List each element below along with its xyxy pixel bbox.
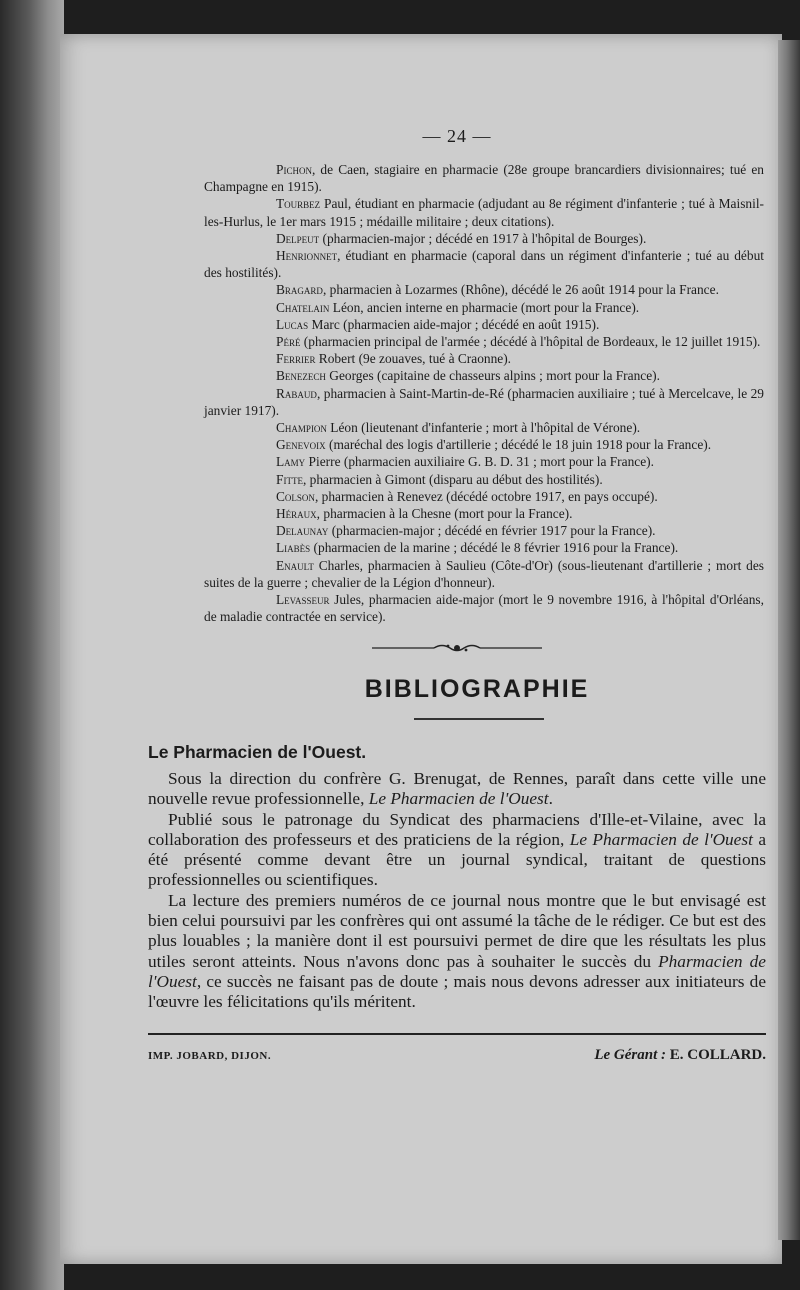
article-body [148,769,766,1013]
entry-name: Péré [276,334,301,350]
article-paragraph-1 [148,769,766,810]
entry-name: Rabaud [276,385,317,401]
entry-name: Héraux [276,506,317,522]
entry-name: Tourbez [276,196,321,212]
entry-name: Bragard [276,282,323,298]
obituary-entry [204,281,764,298]
page-content [148,126,766,1064]
journal-title-italic: Le Pharmacien de l'Ouest [569,829,753,849]
journal-title-italic: Le Pharmacien de l'Ouest [368,789,549,809]
ornament-divider-icon [148,641,766,655]
entry-name: Henrionnet [276,248,338,264]
footer-rule [148,1033,766,1035]
obituary-entry [204,591,764,625]
entry-text: , pharmacien à Lozarmes (Rhône), décédé le 26 août 1914 pour la France. [322,282,719,298]
entry-name: Levasseur [276,592,330,608]
gerant-credit [594,1047,766,1064]
entry-name: Benezech [276,368,326,384]
obituary-entry [204,333,764,350]
obituary-entry [204,419,764,436]
article-title: Le Pharmacien de l'Ouest. [148,741,367,762]
paragraph-text: La lecture des premiers numéros de ce journal nous montre que le but envisagé est bien celui poursuivi par les confrères qui ont assumé la tâche de le rédiger. Ce but est des plus louables ; la manière dont il est poursuivi permet de dire que les résultats les plus utiles seront atteints. Nous n'avons donc pas à souhaiter le succès du [148,890,766,971]
obituary-entry [204,436,764,453]
obituary-entry [204,316,764,333]
entry-text: (maréchal des logis d'artillerie ; décédé le 18 juin 1918 pour la France). [325,437,712,453]
obituary-entry [204,350,764,367]
entry-text: Léon, ancien interne en pharmacie (mort pour la France). [329,299,640,315]
entry-name: Delaunay [276,523,329,539]
obituary-entry [204,161,764,195]
article-paragraph-2 [148,810,766,891]
entry-text: , pharmacien à Saint-Martin-de-Ré (pharmacien auxiliaire ; tué à Mercelcave, le 29 janvier 1917). [204,385,764,418]
obituary-entry [204,299,764,316]
entry-text: Georges (capitaine de chasseurs alpins ; mort pour la France). [325,368,660,384]
page-edge-shadow [778,40,800,1240]
article-paragraph-3 [148,891,766,1013]
obituary-entry [204,539,764,556]
journal-title-italic: Pharmacien de l'Ouest [148,951,766,991]
entry-name: Delpeut [276,230,320,246]
obituary-entry [204,367,764,384]
entry-name: Liabès [276,540,311,556]
paragraph-text: . [548,789,553,809]
obituary-entry [204,247,764,281]
entry-name: Pichon [276,162,312,177]
entry-text: (pharmacien-major ; décédé en février 1917 pour la France). [328,523,656,539]
printer-imprint: IMP. JOBARD, DIJON. [148,1049,272,1062]
page-number: — 24 — [422,126,492,146]
entry-text: Robert (9e zouaves, tué à Craonne). [315,351,512,367]
obituary-entry [204,557,764,591]
entry-name: Genevoix [276,437,326,453]
obituary-list [148,161,766,625]
entry-text: Paul, étudiant en pharmacie (adjudant au 8e régiment d'infanterie ; tué à Maisnil-les-Hurlus, le 1er mars 1915 ; médaille militaire ; deux citations). [204,196,764,229]
paragraph-text: Sous la direction du confrère G. Brenugat, de Rennes, paraît dans cette ville une nouvelle revue professionnelle, [148,768,766,809]
obituary-entry [204,453,764,470]
page-footer [148,1047,766,1064]
entry-name: Fitte [276,471,303,487]
obituary-entry [204,230,764,247]
entry-name: Champion [276,420,327,436]
entry-name: Lucas [276,316,309,332]
entry-text: , pharmacien à Renevez (décédé octobre 1917, en pays occupé). [314,488,658,504]
entry-text: (pharmacien de la marine ; décédé le 8 février 1916 pour la France). [310,540,679,556]
obituary-entry [204,505,764,522]
entry-name: Ferrier [276,351,316,367]
entry-text: Jules, pharmacien aide-major (mort le 9 novembre 1916, à l'hôpital d'Orléans, de maladie contractée en service). [204,592,764,625]
entry-name: Lamy [276,454,306,470]
entry-text: Charles, pharmacien à Saulieu (Côte-d'Or) (sous-lieutenant d'artillerie ; mort des suites de la guerre ; chevalier de la Légion d'honneur). [204,557,764,590]
obituary-entry [204,385,764,419]
gerant-label: Le Gérant : [594,1046,666,1063]
entry-text: , pharmacien à la Chesne (mort pour la France). [316,506,573,522]
paragraph-text: Publié sous le patronage du Syndicat des pharmaciens d'Ille-et-Vilaine, avec la collaboration des professeurs et des praticiens de la région, [148,809,766,849]
entry-text: , pharmacien à Gimont (disparu au début des hostilités). [302,471,603,487]
entry-name: Enault [276,557,314,573]
entry-text: (pharmacien-major ; décédé en 1917 à l'hôpital de Bourges). [319,230,647,246]
title-underline [414,718,544,720]
book-spine-shadow [0,0,64,1290]
obituary-entry [204,488,764,505]
entry-text: , de Caen, stagiaire en pharmacie (28e groupe brancardiers divisionnaires; tué en Champagne en 1915). [204,162,764,195]
obituary-entry [204,195,764,229]
entry-name: Colson [276,488,315,504]
section-title: BIBLIOGRAPHIE [364,675,590,704]
entry-text: Pierre (pharmacien auxiliaire G. B. D. 31 ; mort pour la France). [305,454,654,470]
obituary-entry [204,522,764,539]
gerant-name: E. COLLARD. [669,1046,766,1063]
entry-text: Marc (pharmacien aide-major ; décédé en août 1915). [308,316,600,332]
entry-text: (pharmacien principal de l'armée ; décédé à l'hôpital de Bordeaux, le 12 juillet 1915). [300,334,761,350]
paragraph-text: , ce succès ne faisant pas de doute ; mais nous devons adresser aux initiateurs de l'œuvre les félicitations qu'ils méritent. [148,971,766,1012]
paragraph-text: a été présenté comme devant être un journal syndical, traitant de questions professionnelles ou scientifiques. [148,829,766,890]
entry-text: , étudiant en pharmacie (caporal dans un régiment d'infanterie ; tué au début des hostilités). [204,248,764,281]
entry-text: Léon (lieutenant d'infanterie ; mort à l'hôpital de Vérone). [326,420,641,436]
obituary-entry [204,471,764,488]
entry-name: Chatelain [276,299,330,315]
ornament-divider-svg [372,641,542,655]
